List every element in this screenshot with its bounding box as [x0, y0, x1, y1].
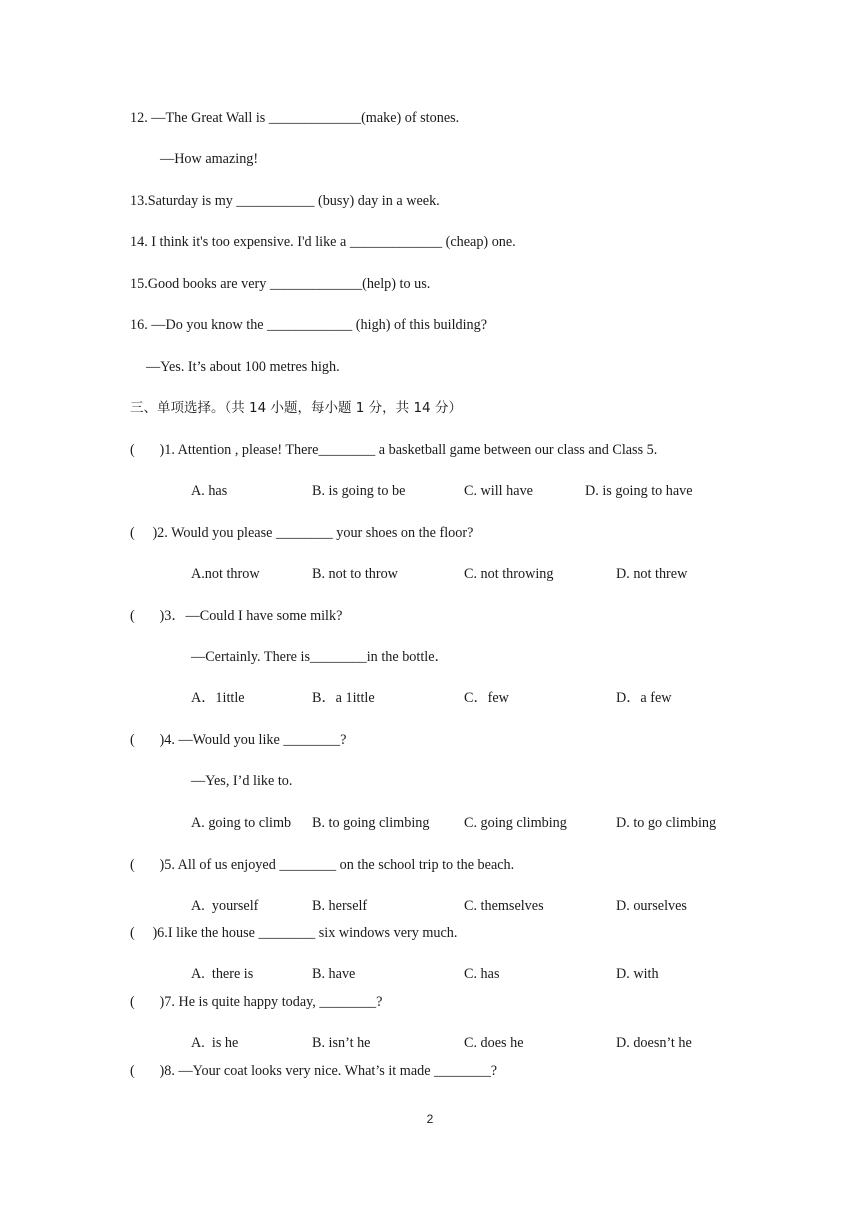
mc-option-c: C. themselves — [464, 898, 544, 914]
mc-option-a: A. is he — [191, 1035, 239, 1051]
mc-question-8: ( )8. —Your coat looks very nice. What’s it made ________? — [130, 1063, 498, 1079]
mc-option-b: B. have — [312, 966, 356, 982]
mc-option-a: A. has — [191, 483, 228, 499]
mc-option-c: C. not throwing — [464, 566, 554, 582]
mc-option-d: D．a few — [616, 690, 672, 706]
question-16: 16. —Do you know the ____________ (high) of this building? — [130, 317, 488, 333]
mc-option-b: B. to going climbing — [312, 815, 430, 831]
mc-option-d: D. not threw — [616, 566, 688, 582]
mc-option-d: D. is going to have — [585, 483, 693, 499]
mc-option-c: C. going climbing — [464, 815, 567, 831]
question-12: 12. —The Great Wall is _____________(make) of stones. — [130, 110, 460, 126]
mc-option-b: B．a 1ittle — [312, 690, 375, 706]
question-14: 14. I think it's too expensive. I'd like a _____________ (cheap) one. — [130, 234, 516, 250]
mc-option-b: B. isn’t he — [312, 1035, 371, 1051]
mc-option-d: D. ourselves — [616, 898, 687, 914]
question-15: 15.Good books are very _____________(help) to us. — [130, 276, 431, 292]
mc-option-a: A. going to climb — [191, 815, 292, 831]
question-16-reply: —Yes. It’s about 100 metres high. — [146, 359, 340, 375]
mc-option-a: A. yourself — [191, 898, 259, 914]
mc-question-7: ( )7. He is quite happy today, ________? — [130, 994, 383, 1010]
mc-option-b: B. herself — [312, 898, 368, 914]
mc-option-a: A. there is — [191, 966, 254, 982]
mc-option-d: D. to go climbing — [616, 815, 717, 831]
question-13: 13.Saturday is my ___________ (busy) day in a week. — [130, 193, 440, 209]
mc-question-4-reply: —Yes, I’d like to. — [191, 773, 293, 789]
mc-option-b: B. not to throw — [312, 566, 398, 582]
mc-option-b: B. is going to be — [312, 483, 406, 499]
mc-option-c: C. has — [464, 966, 500, 982]
question-12-reply: —How amazing! — [160, 151, 259, 167]
mc-option-c: C. will have — [464, 483, 533, 499]
mc-option-d: D. doesn’t he — [616, 1035, 692, 1051]
mc-question-2: ( )2. Would you please ________ your shoes on the floor? — [130, 525, 474, 541]
mc-question-6: ( )6.I like the house ________ six windows very much. — [130, 925, 458, 941]
mc-option-a: A.not throw — [191, 566, 260, 582]
mc-question-1: ( )1. Attention , please! There________ a basketball game between our class and Class 5. — [130, 442, 658, 458]
mc-option-d: D. with — [616, 966, 659, 982]
mc-option-c: C. does he — [464, 1035, 524, 1051]
mc-question-5: ( )5. All of us enjoyed ________ on the school trip to the beach. — [130, 857, 515, 873]
section-heading: 三、单项选择。（共 14 小题，每小题 1 分，共 14 分） — [130, 400, 462, 416]
page-number: 2 — [426, 1112, 434, 1126]
mc-option-c: C．few — [464, 690, 509, 706]
mc-question-3-reply: —Certainly. There is________in the bottle． — [191, 649, 449, 665]
mc-question-4: ( )4. —Would you like ________? — [130, 732, 347, 748]
mc-question-3: ( )3．—Could I have some milk? — [130, 608, 343, 624]
mc-option-a: A．1ittle — [191, 690, 245, 706]
